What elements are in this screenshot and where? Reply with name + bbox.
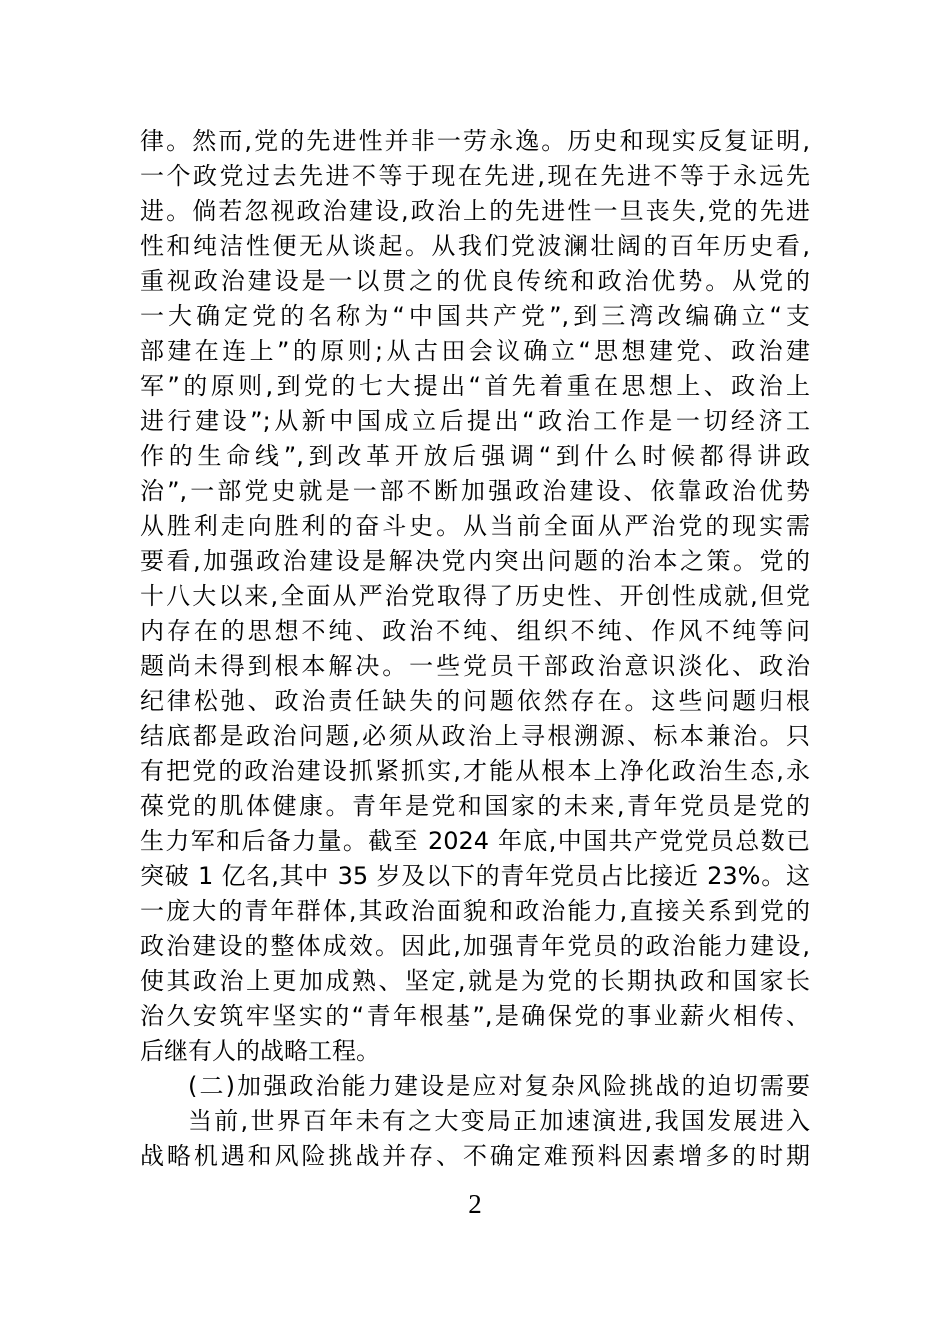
text-line: (二)加强政治能力建设是应对复杂风险挑战的迫切需要	[188, 1072, 810, 1100]
text-line: 内存在的思想不纯、政治不纯、组织不纯、作风不纯等问	[140, 617, 810, 645]
page-number: 2	[468, 1189, 482, 1219]
text-line: 葆党的肌体健康。青年是党和国家的未来,青年党员是党的	[140, 792, 810, 820]
text-line: 进。倘若忽视政治建设,政治上的先进性一旦丧失,党的先进	[140, 197, 810, 225]
text-line: 后继有人的战略工程。	[140, 1037, 380, 1065]
text-line: 治久安筑牢坚实的“青年根基”,是确保党的事业薪火相传、	[140, 1002, 810, 1030]
text-line: 军”的原则,到党的七大提出“首先着重在思想上、政治上	[140, 372, 810, 400]
text-line: 要看,加强政治建设是解决党内突出问题的治本之策。党的	[140, 547, 810, 575]
text-line: 十八大以来,全面从严治党取得了历史性、开创性成就,但党	[140, 582, 810, 610]
text-line: 部建在连上”的原则;从古田会议确立“思想建党、政治建	[140, 337, 810, 365]
text-line: 性和纯洁性便无从谈起。从我们党波澜壮阔的百年历史看,	[140, 232, 810, 260]
text-block	[140, 124, 810, 1222]
text-line: 重视政治建设是一以贯之的优良传统和政治优势。从党的	[140, 267, 810, 295]
text-line: 使其政治上更加成熟、坚定,就是为党的长期执政和国家长	[140, 967, 810, 995]
text-line: 有把党的政治建设抓紧抓实,才能从根本上净化政治生态,永	[140, 757, 810, 785]
text-line: 治”,一部党史就是一部不断加强政治建设、依靠政治优势	[140, 477, 810, 505]
text-line: 进行建设”;从新中国成立后提出“政治工作是一切经济工	[140, 407, 810, 435]
text-line: 结底都是政治问题,必须从政治上寻根溯源、标本兼治。只	[140, 722, 810, 750]
text-line: 一大确定党的名称为“中国共产党”,到三湾改编确立“支	[140, 302, 810, 330]
text-line: 当前,世界百年未有之大变局正加速演进,我国发展进入	[188, 1107, 810, 1135]
text-line: 政治建设的整体成效。因此,加强青年党员的政治能力建设,	[140, 932, 810, 960]
text-line: 生力军和后备力量。截至 2024 年底,中国共产党党员总数已	[140, 827, 810, 855]
text-line: 一个政党过去先进不等于现在先进,现在先进不等于永远先	[140, 162, 810, 190]
text-line: 从胜利走向胜利的奋斗史。从当前全面从严治党的现实需	[140, 512, 810, 540]
text-line: 题尚未得到根本解决。一些党员干部政治意识淡化、政治	[140, 652, 810, 680]
text-line: 作的生命线”,到改革开放后强调“到什么时候都得讲政	[140, 442, 810, 470]
text-line: 突破 1 亿名,其中 35 岁及以下的青年党员占比接近 23%。这	[140, 862, 810, 890]
text-line: 一庞大的青年群体,其政治面貌和政治能力,直接关系到党的	[140, 897, 810, 925]
text-line: 战略机遇和风险挑战并存、不确定难预料因素增多的时期	[140, 1142, 810, 1170]
text-line: 纪律松弛、政治责任缺失的问题依然存在。这些问题归根	[140, 687, 810, 715]
text-line: 律。然而,党的先进性并非一劳永逸。历史和现实反复证明,	[140, 127, 810, 155]
